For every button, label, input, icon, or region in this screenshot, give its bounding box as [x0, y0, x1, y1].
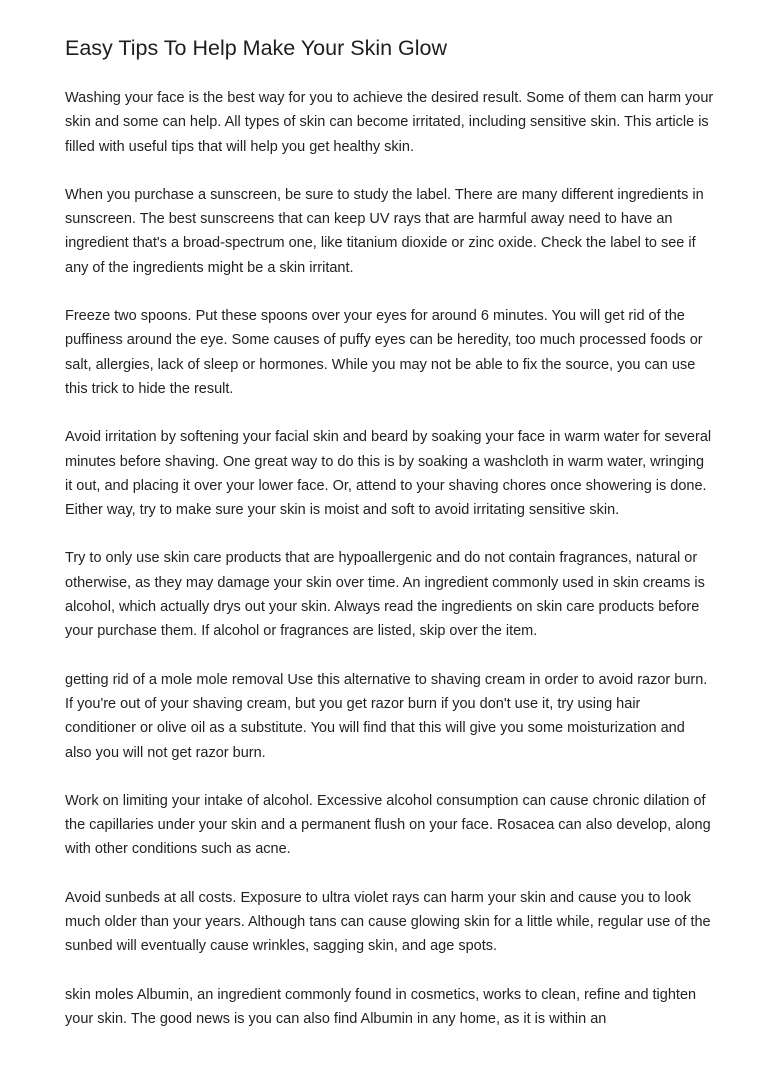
paragraph-razor-burn: getting rid of a mole mole removal Use this alternative to shaving cream in order to avoid razor burn. If you're out of your shaving cream, but you get razor burn if you don't use it, try using hair conditioner or olive oil as a substitute. You will find that this will give you some moisturization and also you will not get razor burn.	[65, 671, 708, 761]
paragraph-sunbeds: Avoid sunbeds at all costs. Exposure to ultra violet rays can harm your skin and cause you to look much older than your years. Although tans can cause glowing skin for a little while, regular use of the sunbed will eventually cause wrinkles, sagging skin, and age spots.	[65, 889, 711, 955]
document-page	[65, 33, 715, 1055]
paragraph-shaving-irritation: Avoid irritation by softening your facial skin and beard by soaking your face in warm water for several minutes before shaving. One great way to do this is by soaking a washcloth in warm water, wringing it out, and placing it over your lower face. Or, attend to your shaving chores once showering is done. Either way, try to make sure your skin is moist and soft to avoid irritating sensitive skin.	[65, 429, 712, 519]
paragraph-hypoallergenic: Try to only use skin care products that are hypoallergenic and do not contain fragrances, natural or otherwise, as they may damage your skin over time. An ingredient commonly used in skin creams is alcohol, which actually drys out your skin. Always read the ingredients on skin care products before your purchase them. If alcohol or fragrances are listed, skip over the item.	[65, 550, 705, 640]
paragraph-alcohol: Work on limiting your intake of alcohol. Excessive alcohol consumption can cause chronic dilation of the capillaries under your skin and a permanent flush on your face. Rosacea can also develop, along with other conditions such as acne.	[65, 792, 711, 858]
paragraph-albumin: skin moles Albumin, an ingredient commonly found in cosmetics, works to clean, refine and tighten your skin. The good news is you can also find Albumin in any home, as it is within an	[65, 986, 697, 1027]
paragraph-sunscreen: When you purchase a sunscreen, be sure to study the label. There are many different ingredients in sunscreen. The best sunscreens that can keep UV rays that are harmful away need to have an ingredient that's a broad-spectrum one, like titanium dioxide or zinc oxide. Check the label to see if any of the ingredients might be a skin irritant.	[65, 186, 704, 276]
paragraph-frozen-spoons: Freeze two spoons. Put these spoons over your eyes for around 6 minutes. You will get rid of the puffiness around the eye. Some causes of puffy eyes can be heredity, too much processed foods or salt, allergies, lack of sleep or hormones. While you may not be able to fix the source, you can use this trick to hide the result.	[65, 308, 703, 397]
paragraph-cleansing: Washing your face is the best way for you to achieve the desired result. Some of them can harm your skin and some can help. All types of skin can become irritated, including sensitive skin. This article is filled with useful tips that will help you get healthy skin.	[65, 90, 714, 155]
page-title: Easy Tips To Help Make Your Skin Glow	[65, 36, 448, 60]
